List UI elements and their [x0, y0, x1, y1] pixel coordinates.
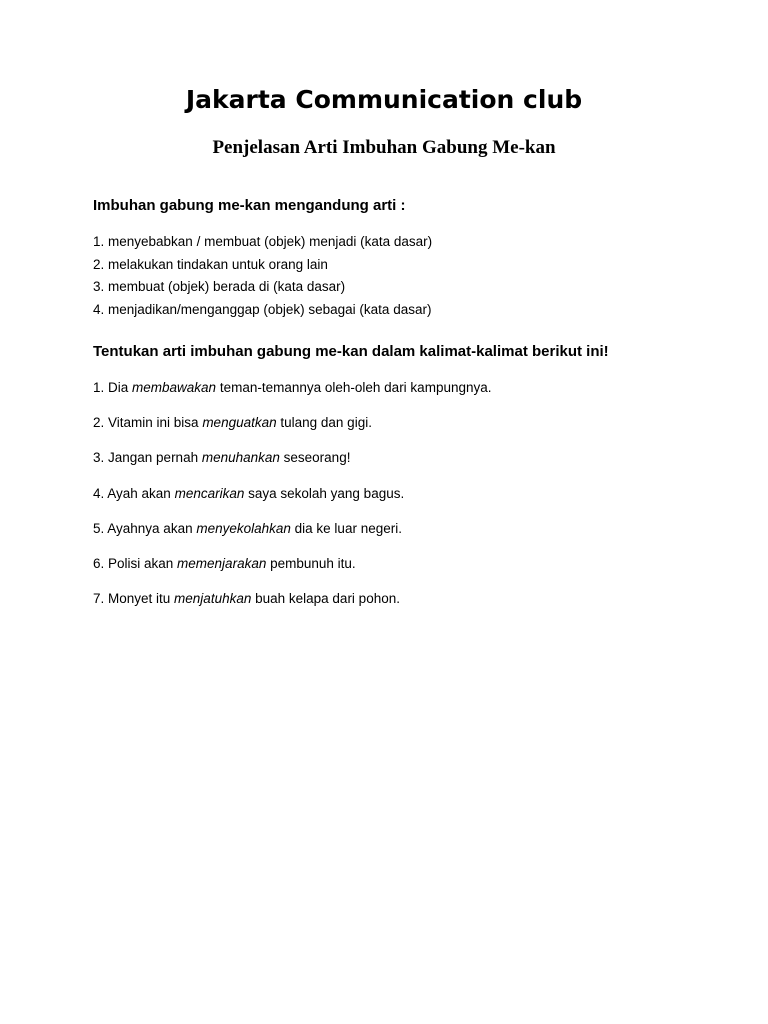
exercise-text-after: teman-temannya oleh-oleh dari kampungnya. — [216, 380, 492, 395]
exercise-target-word: menjatuhkan — [174, 591, 252, 607]
exercise-target-word: memenjarakan — [177, 555, 267, 571]
exercise-text-before: 3. Jangan pernah — [93, 450, 202, 466]
exercise-text-after: dia ke luar negeri. — [290, 520, 402, 536]
exercise-item-6 — [93, 555, 492, 590]
exercise-item-4 — [93, 485, 492, 520]
meanings-heading: Imbuhan gabung me-kan mengandung arti : — [93, 197, 406, 214]
exercises-heading: Tentukan arti imbuhan gabung me-kan dalam kalimat-kalimat berikut ini! — [93, 343, 609, 360]
exercise-item-2 — [93, 414, 492, 449]
exercise-text-after: pembunuh itu. — [266, 555, 356, 571]
exercise-target-word: membawakan — [132, 380, 217, 395]
exercise-text-after: tulang dan gigi. — [276, 415, 372, 431]
exercise-item-7 — [93, 590, 492, 625]
exercise-text-after: seseorang! — [279, 450, 351, 466]
exercise-text-before: 1. Dia — [93, 380, 133, 395]
exercise-item-3 — [93, 449, 492, 484]
exercise-target-word: menguatkan — [202, 415, 277, 431]
document-title: Jakarta Communication club — [185, 85, 583, 114]
meaning-item-1: 1. menyebabkan / membuat (objek) menjadi (kata dasar) — [93, 234, 433, 249]
exercise-target-word: mencarikan — [174, 485, 245, 501]
exercise-text-before: 2. Vitamin ini bisa — [93, 415, 203, 431]
exercise-text-before: 5. Ayahnya akan — [93, 520, 197, 536]
exercise-text-before: 7. Monyet itu — [93, 591, 175, 607]
meaning-item-2: 2. melakukan tindakan untuk orang lain — [93, 256, 328, 272]
exercise-target-word: menyekolahkan — [196, 520, 291, 536]
document-subtitle: Penjelasan Arti Imbuhan Gabung Me-kan — [212, 137, 556, 158]
exercise-text-before: 4. Ayah akan — [93, 485, 175, 501]
exercises-list — [93, 379, 492, 625]
meaning-item-4: 4. menjadikan/menganggap (objek) sebagai (kata dasar) — [93, 302, 432, 318]
meanings-list — [93, 233, 432, 324]
exercise-text-after: saya sekolah yang bagus. — [244, 485, 405, 501]
exercise-item-1 — [93, 379, 492, 414]
exercise-item-5 — [93, 520, 492, 555]
meaning-item-3: 3. membuat (objek) berada di (kata dasar) — [93, 279, 346, 295]
exercise-text-after: buah kelapa dari pohon. — [251, 591, 400, 607]
exercise-text-before: 6. Polisi akan — [93, 555, 178, 571]
exercise-target-word: menuhankan — [201, 450, 280, 466]
